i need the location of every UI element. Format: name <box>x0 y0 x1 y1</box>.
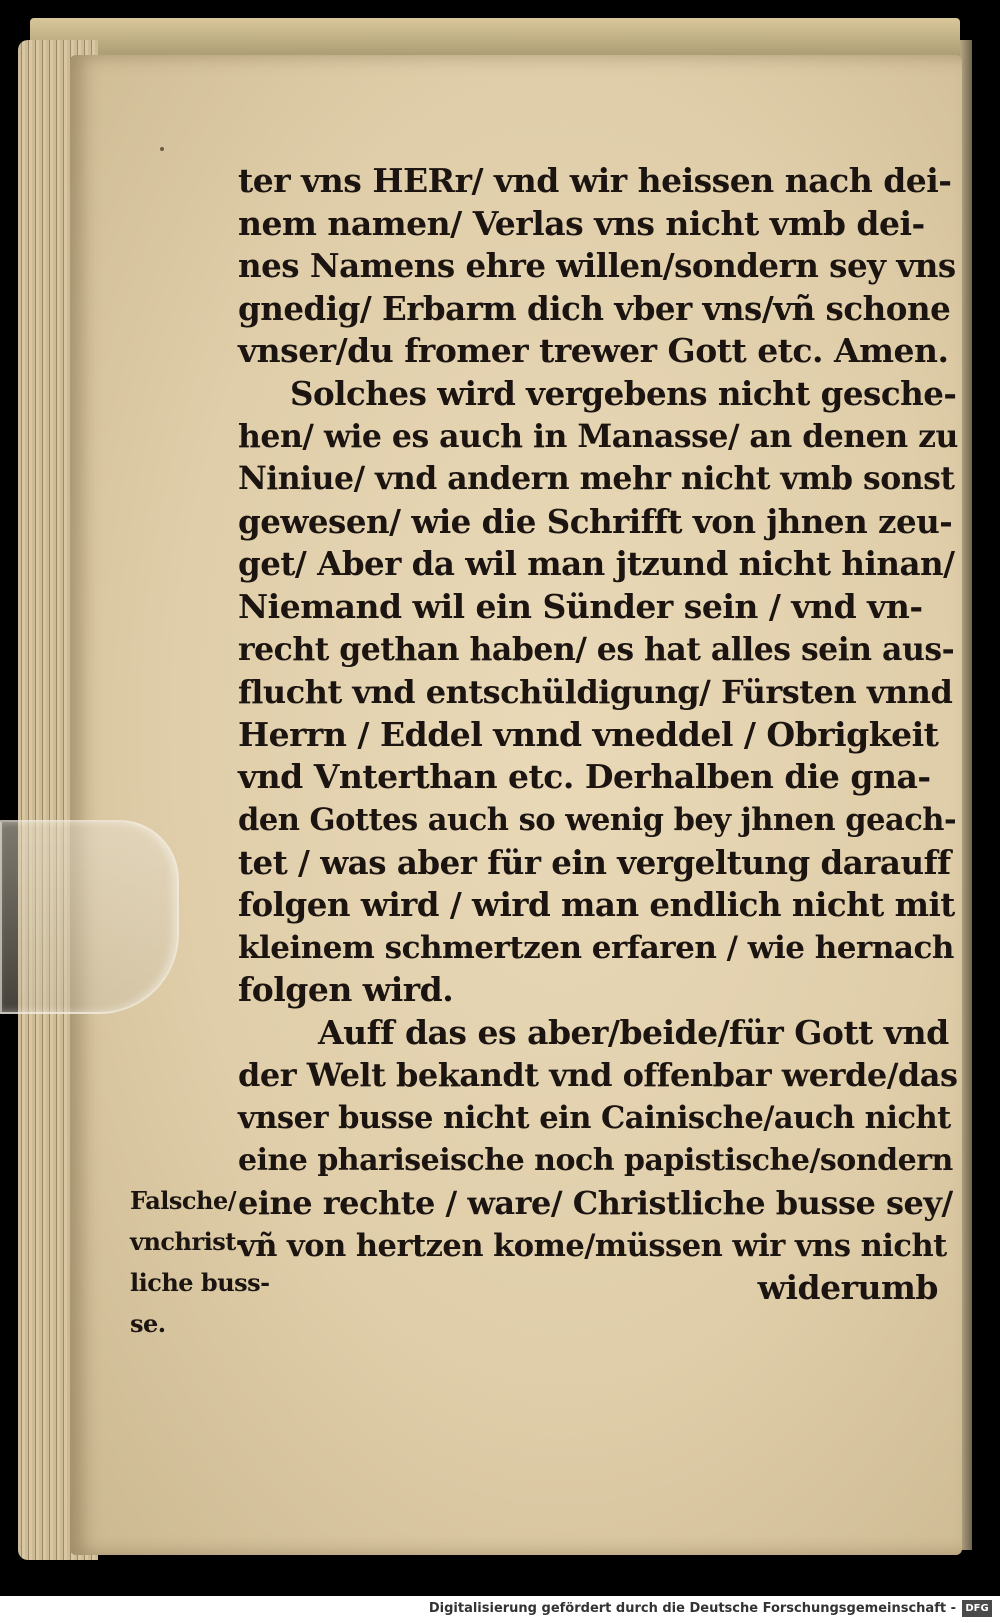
text-line: folgen wird / wird man endlich nicht mit <box>238 885 955 925</box>
dfg-logo: DFG <box>962 1600 992 1617</box>
footer-bar <box>0 1596 1000 1623</box>
text-line: kleinem schmertzen erfaren / wie hernach <box>238 929 954 966</box>
page-mark <box>160 147 164 151</box>
text-line: der Welt bekandt vnd offenbar werde/das <box>238 1056 958 1095</box>
text-line: eine phariseische noch papistische/sondern <box>238 1142 953 1178</box>
text-line: eine rechte / ware/ Christliche busse sey/ <box>238 1184 953 1223</box>
text-line: nes Namens ehre willen/sondern sey vns <box>238 246 956 286</box>
text-line: vñ von hertzen kome/müssen wir vns nicht <box>238 1227 947 1264</box>
text-line: Solches wird vergebens nicht gesche- <box>290 373 957 413</box>
main-text <box>238 160 958 1310</box>
text-line: Niemand wil ein Sünder sein / vnd vn- <box>238 586 923 626</box>
margin-note-line: vnchrist- <box>130 1227 246 1256</box>
text-line: vnser busse nicht ein Cainische/auch nicht <box>238 1100 951 1137</box>
text-line: hen/ wie es auch in Manasse/ an denen zu <box>238 417 958 455</box>
margin-note <box>130 1180 270 1344</box>
catchword: widerumb <box>757 1268 938 1308</box>
plastic-page-clip <box>0 820 179 1014</box>
text-line: gnedig/ Erbarm dich vber vns/vñ schone <box>238 288 951 328</box>
text-line: get/ Aber da wil man jtzund nicht hinan/ <box>238 544 955 584</box>
footer-credit: Digitalisierung gefördert durch die Deutsche Forschungsgemeinschaft - <box>428 1601 956 1616</box>
text-line: ter vns HERr/ vnd wir heissen nach dei- <box>238 161 952 200</box>
text-line: flucht vnd entschüldigung/ Fürsten vnnd <box>238 673 953 712</box>
text-line: vnd Vnterthan etc. Derhalben die gna- <box>238 757 931 797</box>
margin-note-line: se. <box>130 1309 166 1338</box>
text-line: nem namen/ Verlas vns nicht vmb dei- <box>238 203 925 243</box>
text-line: tet / was aber für ein vergeltung darauff <box>238 842 951 882</box>
text-line: vnser/du fromer trewer Gott etc. Amen. <box>238 331 949 371</box>
margin-note-line: Falsche/ <box>130 1186 237 1215</box>
text-line: Herrn / Eddel vnnd vneddel / Obrigkeit <box>238 714 939 754</box>
text-line: recht gethan haben/ es hat alles sein aus- <box>238 630 955 668</box>
text-line: gewesen/ wie die Schrifft von jhnen zeu- <box>238 501 953 541</box>
book-top-edge <box>30 18 960 58</box>
text-line: den Gottes auch so wenig bey jhnen geach- <box>238 801 957 838</box>
margin-note-line: liche buss- <box>130 1268 270 1297</box>
text-line: Auff das es aber/beide/für Gott vnd <box>318 1012 949 1052</box>
text-line: Niniue/ vnd andern mehr nicht vmb sonst <box>238 460 955 498</box>
text-line: folgen wird. <box>238 970 454 1010</box>
